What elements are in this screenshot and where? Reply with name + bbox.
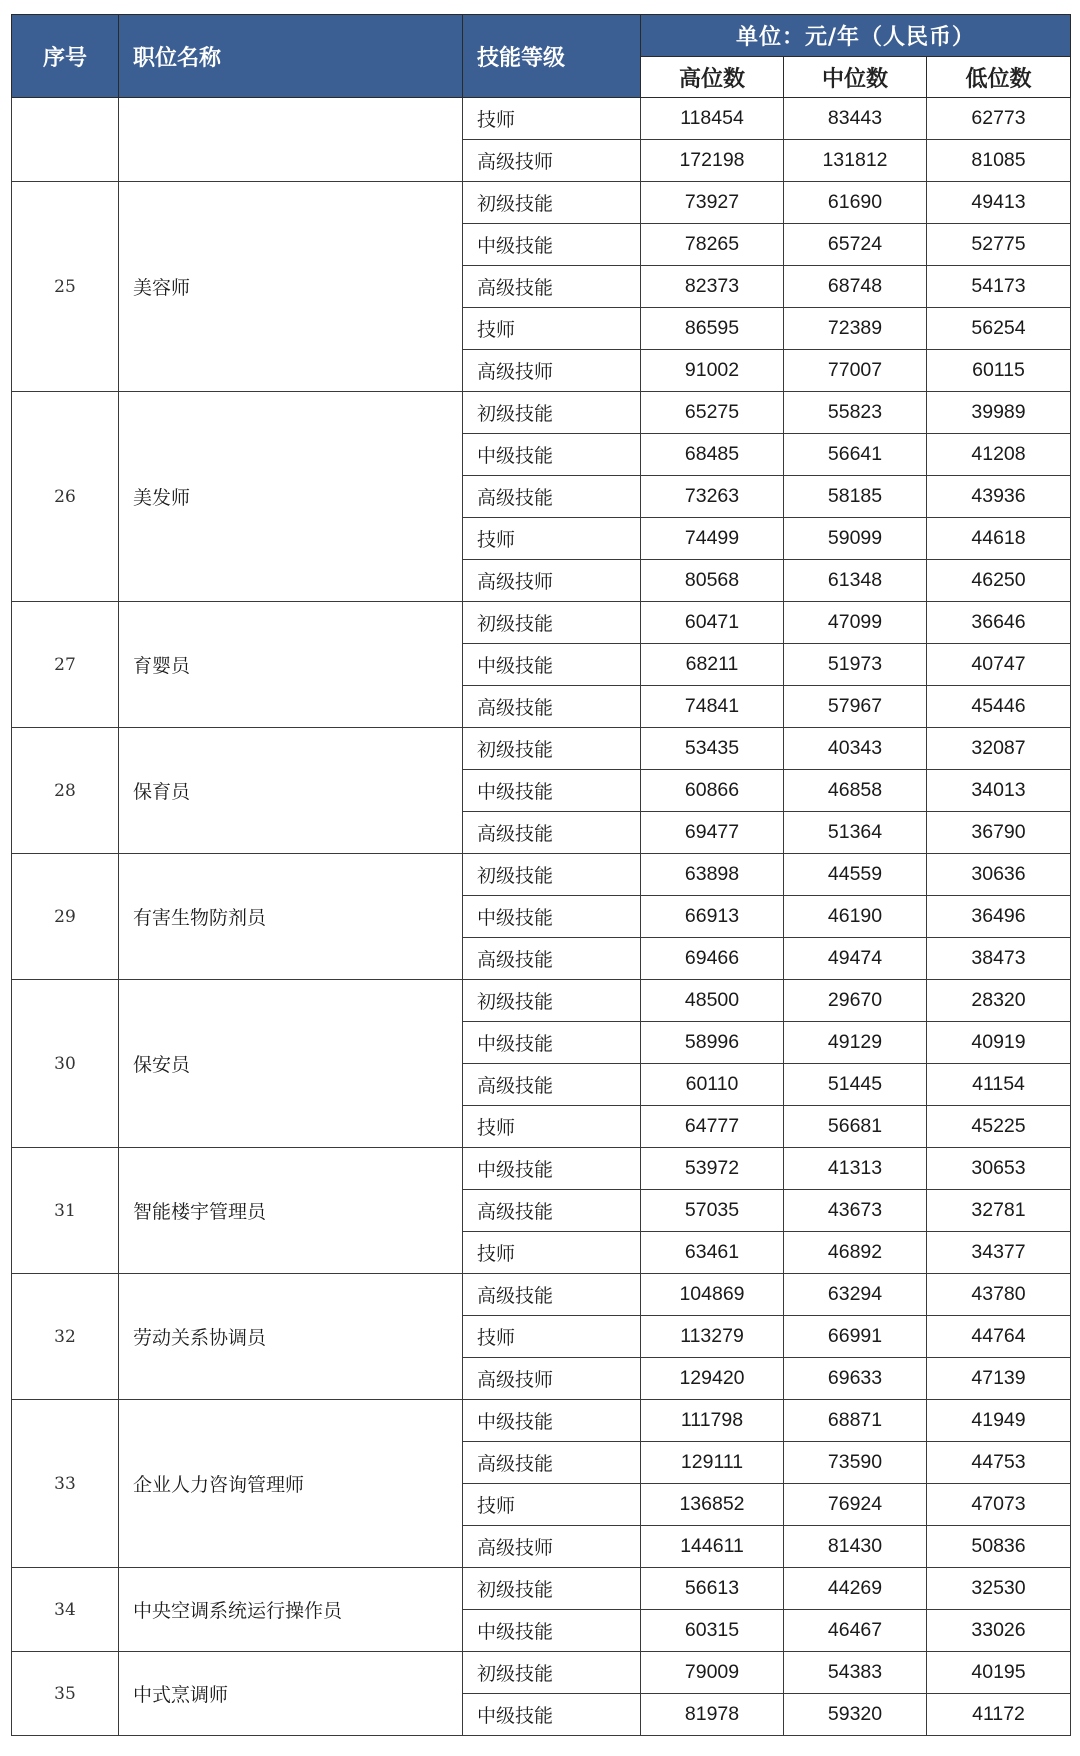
mid-value: 61348: [784, 560, 927, 602]
skill-level: 高级技能: [463, 686, 641, 728]
skill-level: 中级技能: [463, 1400, 641, 1442]
job-name: 美发师: [119, 392, 463, 602]
mid-value: 77007: [784, 350, 927, 392]
salary-table: [11, 14, 1071, 1736]
mid-value: 49474: [784, 938, 927, 980]
low-value: 34377: [927, 1232, 1071, 1274]
job-seq: 34: [12, 1568, 119, 1652]
table-row: [12, 1274, 1071, 1316]
header-skill-level: 技能等级: [463, 15, 641, 98]
low-value: 44618: [927, 518, 1071, 560]
high-value: 65275: [641, 392, 784, 434]
high-value: 91002: [641, 350, 784, 392]
skill-level: 技师: [463, 308, 641, 350]
high-value: 78265: [641, 224, 784, 266]
low-value: 36646: [927, 602, 1071, 644]
low-value: 44764: [927, 1316, 1071, 1358]
high-value: 63898: [641, 854, 784, 896]
mid-value: 46190: [784, 896, 927, 938]
mid-value: 55823: [784, 392, 927, 434]
skill-level: 高级技师: [463, 350, 641, 392]
low-value: 39989: [927, 392, 1071, 434]
mid-value: 68871: [784, 1400, 927, 1442]
skill-level: 初级技能: [463, 728, 641, 770]
high-value: 86595: [641, 308, 784, 350]
low-value: 41208: [927, 434, 1071, 476]
high-value: 68485: [641, 434, 784, 476]
header-job-name: 职位名称: [119, 15, 463, 98]
job-name: 劳动关系协调员: [119, 1274, 463, 1400]
high-value: 60110: [641, 1064, 784, 1106]
low-value: 62773: [927, 98, 1071, 140]
mid-value: 63294: [784, 1274, 927, 1316]
skill-level: 中级技能: [463, 896, 641, 938]
mid-value: 65724: [784, 224, 927, 266]
mid-value: 66991: [784, 1316, 927, 1358]
skill-level: 技师: [463, 1232, 641, 1274]
low-value: 81085: [927, 140, 1071, 182]
high-value: 113279: [641, 1316, 784, 1358]
low-value: 47139: [927, 1358, 1071, 1400]
skill-level: 高级技师: [463, 1358, 641, 1400]
high-value: 69477: [641, 812, 784, 854]
high-value: 53435: [641, 728, 784, 770]
mid-value: 46467: [784, 1610, 927, 1652]
high-value: 136852: [641, 1484, 784, 1526]
mid-value: 44559: [784, 854, 927, 896]
table-row: [12, 1148, 1071, 1190]
skill-level: 中级技能: [463, 224, 641, 266]
high-value: 82373: [641, 266, 784, 308]
mid-value: 81430: [784, 1526, 927, 1568]
header-low: 低位数: [927, 57, 1071, 98]
skill-level: 高级技师: [463, 140, 641, 182]
table-row: [12, 1652, 1071, 1694]
skill-level: 技师: [463, 1106, 641, 1148]
high-value: 118454: [641, 98, 784, 140]
skill-level: 技师: [463, 1316, 641, 1358]
job-name: [119, 98, 463, 182]
table-body: [12, 98, 1071, 1736]
low-value: 40195: [927, 1652, 1071, 1694]
skill-level: 初级技能: [463, 602, 641, 644]
high-value: 68211: [641, 644, 784, 686]
header-high: 高位数: [641, 57, 784, 98]
high-value: 74841: [641, 686, 784, 728]
skill-level: 高级技能: [463, 1274, 641, 1316]
mid-value: 76924: [784, 1484, 927, 1526]
low-value: 49413: [927, 182, 1071, 224]
low-value: 50836: [927, 1526, 1071, 1568]
skill-level: 高级技师: [463, 560, 641, 602]
table-row: [12, 392, 1071, 434]
job-name: 中式烹调师: [119, 1652, 463, 1736]
low-value: 30653: [927, 1148, 1071, 1190]
low-value: 36790: [927, 812, 1071, 854]
header-mid: 中位数: [784, 57, 927, 98]
low-value: 32781: [927, 1190, 1071, 1232]
mid-value: 51445: [784, 1064, 927, 1106]
low-value: 47073: [927, 1484, 1071, 1526]
skill-level: 中级技能: [463, 1610, 641, 1652]
low-value: 28320: [927, 980, 1071, 1022]
skill-level: 中级技能: [463, 1148, 641, 1190]
mid-value: 49129: [784, 1022, 927, 1064]
low-value: 41154: [927, 1064, 1071, 1106]
high-value: 58996: [641, 1022, 784, 1064]
skill-level: 中级技能: [463, 644, 641, 686]
low-value: 45446: [927, 686, 1071, 728]
mid-value: 54383: [784, 1652, 927, 1694]
low-value: 30636: [927, 854, 1071, 896]
high-value: 73927: [641, 182, 784, 224]
low-value: 34013: [927, 770, 1071, 812]
low-value: 32087: [927, 728, 1071, 770]
job-name: 美容师: [119, 182, 463, 392]
job-seq: 25: [12, 182, 119, 392]
job-seq: 32: [12, 1274, 119, 1400]
low-value: 41172: [927, 1694, 1071, 1736]
job-seq: 31: [12, 1148, 119, 1274]
low-value: 60115: [927, 350, 1071, 392]
high-value: 144611: [641, 1526, 784, 1568]
header-seq: 序号: [12, 15, 119, 98]
high-value: 69466: [641, 938, 784, 980]
skill-level: 初级技能: [463, 854, 641, 896]
mid-value: 47099: [784, 602, 927, 644]
mid-value: 73590: [784, 1442, 927, 1484]
mid-value: 57967: [784, 686, 927, 728]
skill-level: 中级技能: [463, 1694, 641, 1736]
skill-level: 高级技能: [463, 938, 641, 980]
skill-level: 初级技能: [463, 392, 641, 434]
low-value: 38473: [927, 938, 1071, 980]
high-value: 73263: [641, 476, 784, 518]
mid-value: 61690: [784, 182, 927, 224]
skill-level: 高级技能: [463, 1442, 641, 1484]
mid-value: 43673: [784, 1190, 927, 1232]
skill-level: 高级技师: [463, 1526, 641, 1568]
job-name: 中央空调系统运行操作员: [119, 1568, 463, 1652]
high-value: 129420: [641, 1358, 784, 1400]
low-value: 44753: [927, 1442, 1071, 1484]
low-value: 54173: [927, 266, 1071, 308]
mid-value: 59320: [784, 1694, 927, 1736]
job-seq: 33: [12, 1400, 119, 1568]
job-seq: 28: [12, 728, 119, 854]
high-value: 66913: [641, 896, 784, 938]
high-value: 80568: [641, 560, 784, 602]
table-row: [12, 854, 1071, 896]
table-row: [12, 98, 1071, 140]
job-name: 企业人力咨询管理师: [119, 1400, 463, 1568]
job-seq: 27: [12, 602, 119, 728]
mid-value: 131812: [784, 140, 927, 182]
mid-value: 83443: [784, 98, 927, 140]
table-row: [12, 1568, 1071, 1610]
skill-level: 高级技能: [463, 266, 641, 308]
job-name: 保安员: [119, 980, 463, 1148]
skill-level: 中级技能: [463, 770, 641, 812]
job-seq: [12, 98, 119, 182]
mid-value: 56641: [784, 434, 927, 476]
skill-level: 初级技能: [463, 1568, 641, 1610]
high-value: 56613: [641, 1568, 784, 1610]
high-value: 129111: [641, 1442, 784, 1484]
high-value: 60471: [641, 602, 784, 644]
high-value: 48500: [641, 980, 784, 1022]
mid-value: 46892: [784, 1232, 927, 1274]
mid-value: 44269: [784, 1568, 927, 1610]
skill-level: 高级技能: [463, 1064, 641, 1106]
low-value: 40747: [927, 644, 1071, 686]
mid-value: 68748: [784, 266, 927, 308]
high-value: 74499: [641, 518, 784, 560]
skill-level: 高级技能: [463, 812, 641, 854]
skill-level: 技师: [463, 518, 641, 560]
mid-value: 69633: [784, 1358, 927, 1400]
header-unit: 单位：元/年（人民币）: [641, 15, 1071, 57]
high-value: 172198: [641, 140, 784, 182]
job-name: 育婴员: [119, 602, 463, 728]
high-value: 64777: [641, 1106, 784, 1148]
job-seq: 35: [12, 1652, 119, 1736]
mid-value: 51364: [784, 812, 927, 854]
skill-level: 初级技能: [463, 1652, 641, 1694]
low-value: 43936: [927, 476, 1071, 518]
low-value: 52775: [927, 224, 1071, 266]
low-value: 45225: [927, 1106, 1071, 1148]
skill-level: 技师: [463, 98, 641, 140]
job-name: 智能楼宇管理员: [119, 1148, 463, 1274]
skill-level: 技师: [463, 1484, 641, 1526]
job-name: 保育员: [119, 728, 463, 854]
table-row: [12, 602, 1071, 644]
mid-value: 41313: [784, 1148, 927, 1190]
high-value: 63461: [641, 1232, 784, 1274]
mid-value: 51973: [784, 644, 927, 686]
table-row: [12, 1400, 1071, 1442]
job-name: 有害生物防剂员: [119, 854, 463, 980]
mid-value: 59099: [784, 518, 927, 560]
job-seq: 29: [12, 854, 119, 980]
low-value: 32530: [927, 1568, 1071, 1610]
table-row: [12, 182, 1071, 224]
low-value: 33026: [927, 1610, 1071, 1652]
skill-level: 高级技能: [463, 1190, 641, 1232]
high-value: 53972: [641, 1148, 784, 1190]
job-seq: 30: [12, 980, 119, 1148]
high-value: 81978: [641, 1694, 784, 1736]
high-value: 60315: [641, 1610, 784, 1652]
low-value: 41949: [927, 1400, 1071, 1442]
high-value: 60866: [641, 770, 784, 812]
skill-level: 中级技能: [463, 434, 641, 476]
low-value: 56254: [927, 308, 1071, 350]
skill-level: 初级技能: [463, 182, 641, 224]
low-value: 40919: [927, 1022, 1071, 1064]
table-row: [12, 728, 1071, 770]
high-value: 57035: [641, 1190, 784, 1232]
mid-value: 46858: [784, 770, 927, 812]
low-value: 36496: [927, 896, 1071, 938]
mid-value: 29670: [784, 980, 927, 1022]
skill-level: 初级技能: [463, 980, 641, 1022]
mid-value: 40343: [784, 728, 927, 770]
job-seq: 26: [12, 392, 119, 602]
mid-value: 58185: [784, 476, 927, 518]
mid-value: 72389: [784, 308, 927, 350]
salary-table-container: [11, 14, 1070, 1736]
skill-level: 中级技能: [463, 1022, 641, 1064]
high-value: 111798: [641, 1400, 784, 1442]
high-value: 79009: [641, 1652, 784, 1694]
table-row: [12, 980, 1071, 1022]
low-value: 43780: [927, 1274, 1071, 1316]
high-value: 104869: [641, 1274, 784, 1316]
low-value: 46250: [927, 560, 1071, 602]
table-header: [12, 15, 1071, 98]
skill-level: 高级技能: [463, 476, 641, 518]
mid-value: 56681: [784, 1106, 927, 1148]
